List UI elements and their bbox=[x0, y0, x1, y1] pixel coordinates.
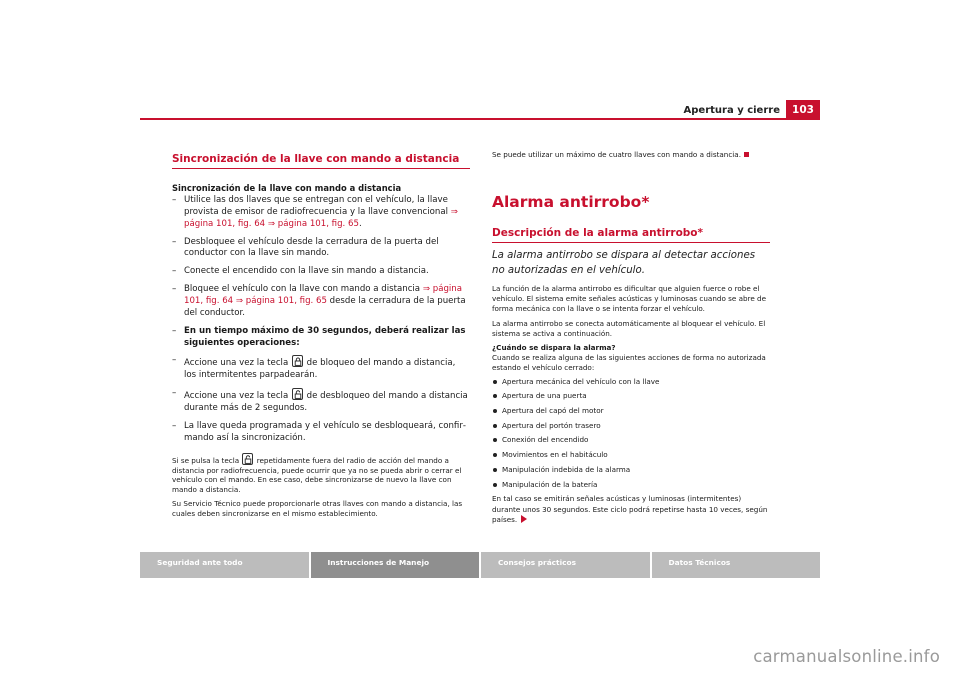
step-item bbox=[172, 388, 470, 415]
intro-text: Se puede utilizar un máximo de cuatro llaves con mando a distancia. bbox=[492, 150, 741, 159]
step-item bbox=[172, 421, 470, 445]
header-rule bbox=[140, 118, 820, 120]
end-of-section-icon bbox=[744, 152, 749, 157]
list-item: Apertura de una puerta bbox=[492, 391, 770, 401]
dash-marker: – bbox=[172, 388, 177, 399]
page-number: 103 bbox=[786, 100, 820, 120]
intro-paragraph bbox=[492, 150, 770, 160]
sync-steps bbox=[172, 195, 470, 445]
final-text: En tal caso se emitirán señales acústicas y luminosas (intermitentes) durante unos 30 segundos. Este ciclo podrá repetirse hasta 10 veces, según países. bbox=[492, 494, 768, 524]
dash-marker: – bbox=[172, 284, 177, 295]
step-item bbox=[172, 237, 470, 261]
tab-instrucciones[interactable]: Instrucciones de Manejo bbox=[311, 552, 480, 578]
unlock-key-icon bbox=[292, 388, 303, 400]
step-item bbox=[172, 284, 470, 320]
continue-arrow-icon bbox=[521, 515, 527, 523]
step-text-end: . bbox=[358, 218, 362, 229]
lock-key-icon bbox=[292, 355, 303, 367]
body-paragraph-final bbox=[492, 494, 770, 525]
subheading-sync: Sincronización de la llave con mando a distancia bbox=[172, 183, 402, 193]
watermark: carmanualsonline.info bbox=[753, 647, 940, 666]
list-item: Apertura del capó del motor bbox=[492, 406, 770, 416]
step-text: Accione una vez la tecla bbox=[184, 358, 291, 369]
list-item: Manipulación de la batería bbox=[492, 480, 770, 490]
footer-tabs bbox=[140, 552, 820, 578]
step-text-end: desde la cerradura de la puerta del conductor. bbox=[184, 296, 466, 318]
step-item bbox=[172, 195, 470, 231]
step-text-end: de bloqueo del mando a distancia, los intermitentes parpadearán. bbox=[184, 358, 456, 381]
step-text: Bloquee el vehículo con la llave con mando a distancia bbox=[184, 284, 423, 295]
section-title-alarm: Descripción de la alarma antirrobo* bbox=[492, 227, 770, 243]
unlock-key-icon bbox=[242, 453, 253, 465]
tab-seguridad[interactable]: Seguridad ante todo bbox=[140, 552, 309, 578]
list-item: Conexión del encendido bbox=[492, 435, 770, 445]
step-item bbox=[172, 266, 470, 278]
body-paragraph: Cuando se realiza alguna de las siguientes acciones de forma no autorizada estando el vehículo cerrado: bbox=[492, 353, 766, 373]
right-column bbox=[492, 150, 770, 525]
list-item: Manipulación indebida de la alarma bbox=[492, 465, 770, 475]
lead-paragraph: La alarma antirrobo se dispara al detectar acciones no autorizadas en el vehículo. bbox=[492, 250, 756, 276]
note-paragraph-service: Su Servicio Técnico puede proporcionarle otras llaves con mando a distancia, las cuales deben sincronizarse en el mismo establecimiento. bbox=[172, 499, 463, 519]
page-reference-link[interactable]: ⇒ página 101, fig. 64 ⇒ página 101, fig. 65 bbox=[184, 206, 458, 229]
step-text-end: de desbloqueo del mando a distancia durante más de 2 segundos. bbox=[184, 391, 468, 414]
trigger-list bbox=[492, 377, 770, 490]
alarm-section bbox=[492, 227, 770, 525]
left-column bbox=[172, 150, 470, 519]
list-item: Movimientos en el habitáculo bbox=[492, 450, 770, 460]
step-item bbox=[172, 326, 470, 350]
dash-marker: – bbox=[172, 195, 177, 205]
step-item bbox=[172, 355, 470, 382]
page-reference-link[interactable]: ⇒ página 101, fig. 64 ⇒ página 101, fig. 65 bbox=[184, 284, 463, 307]
dash-marker: – bbox=[172, 236, 177, 247]
step-text-bold: En un tiempo máximo de 30 segundos, deberá realizar las siguientes operaciones: bbox=[184, 325, 466, 348]
note-text-end: repetidamente fuera del radio de acción del mando a distancia por radiofrecuencia, puede ocurrir que ya no se pueda abrir o cerrar el vehículo con el mando. En ese caso, debe sincronizarse de nuevo la llave con mando a distancia. bbox=[172, 455, 462, 495]
step-text: Conecte el encendido con la llave sin mando a distancia. bbox=[184, 266, 429, 277]
section-title-sync: Sincronización de la llave con mando a distancia bbox=[172, 153, 470, 169]
tab-consejos[interactable]: Consejos prácticos bbox=[481, 552, 650, 578]
body-paragraph: La función de la alarma antirrobo es dificultar que alguien fuerce o robe el vehículo. El sistema emite señales acústicas y luminosas cuando se abre de forma mecánica con la llave o se intenta forzar el vehículo. bbox=[492, 284, 767, 314]
note-paragraph bbox=[172, 453, 470, 496]
dash-marker: – bbox=[172, 420, 177, 431]
step-text: La llave queda programada y el vehículo se desbloqueará, confirmando así la sincronización. bbox=[184, 420, 466, 443]
step-text: Utilice las dos llaves que se entregan con el vehículo, la llave provista de emisor de radiofrecuencia y la llave convencional bbox=[184, 195, 451, 217]
running-header-title: Apertura y cierre bbox=[683, 105, 780, 116]
list-item: Apertura del portón trasero bbox=[492, 421, 770, 431]
note-text: Si se pulsa la tecla bbox=[172, 455, 242, 465]
tab-datos[interactable]: Datos Técnicos bbox=[652, 552, 821, 578]
dash-marker: – bbox=[172, 355, 177, 366]
dash-marker: – bbox=[172, 325, 177, 336]
step-text: Desbloquee el vehículo desde la cerradura de la puerta del conductor con la llave sin mando. bbox=[184, 236, 439, 259]
chapter-title-alarm: Alarma antirrobo* bbox=[492, 193, 650, 212]
dash-marker: – bbox=[172, 266, 177, 277]
body-paragraph: La alarma antirrobo se conecta automáticamente al bloquear el vehículo. El sistema se activa a continuación. bbox=[492, 318, 766, 338]
question-heading: ¿Cuándo se dispara la alarma? bbox=[492, 343, 616, 353]
step-text: Accione una vez la tecla bbox=[184, 391, 291, 402]
list-item: Apertura mecánica del vehículo con la llave bbox=[492, 377, 770, 387]
